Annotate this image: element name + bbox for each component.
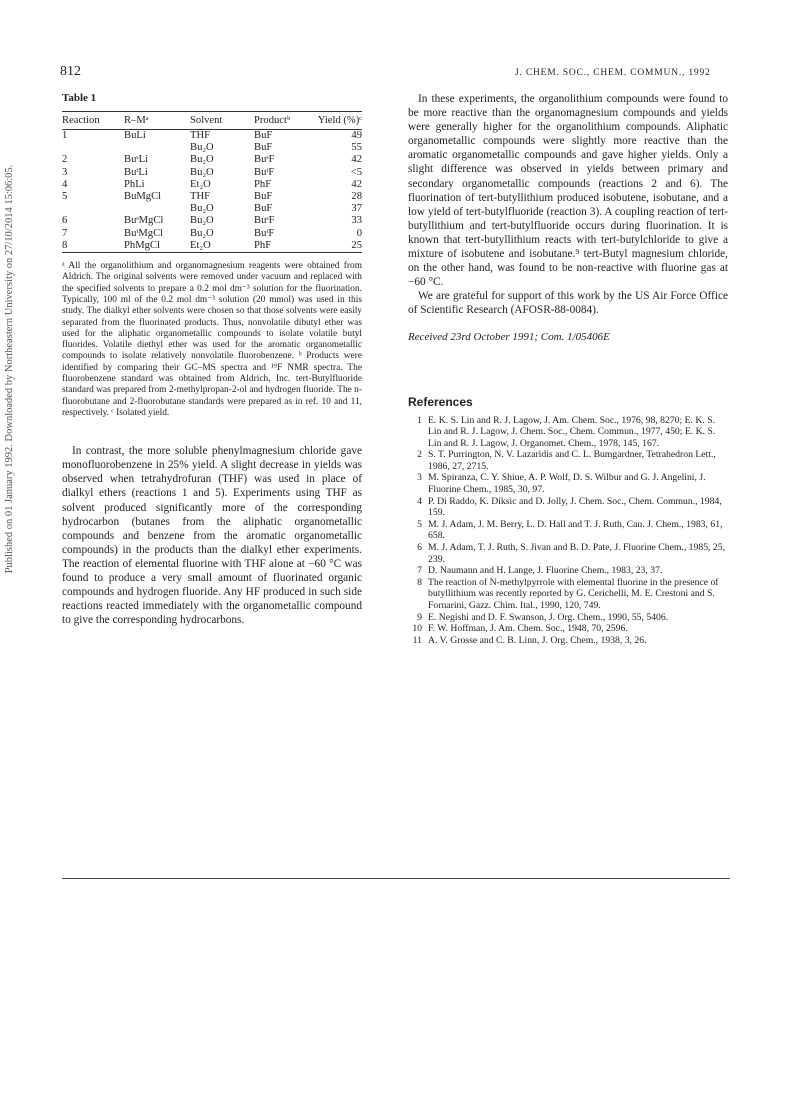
right-body-text (408, 92, 728, 318)
table-cell: BuᵗMgCl (124, 227, 164, 239)
reference-number: 1 (417, 414, 422, 426)
references-heading: References (408, 394, 473, 409)
table-cell: BuˢMgCl (124, 215, 164, 227)
table-row (62, 215, 362, 227)
table-cell (124, 142, 190, 154)
reference-item (408, 449, 728, 472)
reference-item (408, 542, 728, 565)
table-cell (124, 203, 190, 215)
table-row (62, 179, 362, 191)
table-row (62, 203, 362, 215)
table-cell: Bu₂O (190, 166, 214, 178)
table-cell (62, 203, 124, 215)
reference-item (408, 496, 728, 519)
reference-number: 4 (417, 495, 422, 507)
paragraph: In contrast, the more soluble phenylmagnesium chloride gave monofluorobenzene in 25% yield. A slight decrease in yields was observed when tetrahydrofuran (THF) was used in place of dialkyl ethers (reactions 1 and 5). Experiments using THF as solvent produced significantly more of the corresponding hydrocarbon (butanes from the aliphatic organometallic compounds and benzene from the aromatic organometallic compounds) in the products than the dialkyl ether experiments. The reaction of elemental fluorine with THF alone at −60 °C was found to produce a very small amount of fluorinated organic compounds and hydrogen fluoride. Any HF produced in such side reactions reacted immediately with the organometallic compound to give the corresponding hydrocarbons. (62, 445, 362, 627)
reference-text: The reaction of N-methylpyrrole with elemental fluorine in the presence of butyllithium was recently reported by G. Cerichelli, M. E. Crestoni and S. Fornarini, Gazz. Chim. Ital., 1990, 120, 749. (428, 576, 719, 611)
table-cell: 33 (351, 215, 362, 227)
left-body-text (62, 444, 362, 627)
reference-text: E. K. S. Lin and R. J. Lagow, J. Am. Chem. Soc., 1976, 98, 8270; E. K. S. Lin and R. J. Lagow, J. Chem. Soc., Chem. Commun., 1977, 450; E. K. S. Lin and R. J. Lagow, J. Organomet. Chem., 1978, 145, 167. (428, 414, 716, 449)
reference-text: S. T. Purrington, N. V. Lazaridis and C. L. Bumgardner, Tetrahedron Lett., 1986, 27, 2715. (428, 449, 716, 472)
table-cell: 6 (62, 215, 68, 227)
table-cell: BuLi (124, 130, 146, 141)
table-cell: Bu₂O (190, 203, 214, 215)
table-cell: BuF (254, 203, 273, 215)
table-cell: <5 (350, 166, 362, 178)
left-column (62, 92, 362, 627)
table-title: Table 1 (62, 92, 97, 104)
table-cell: Et₂O (190, 178, 211, 190)
table-cell: PhF (254, 239, 272, 251)
reference-text: F. W. Hoffman, J. Am. Chem. Soc., 1948, 70, 2596. (428, 623, 628, 635)
results-table (62, 111, 362, 253)
header-product: Productᵇ (254, 115, 291, 126)
reference-text: M. J. Adam, T. J. Ruth, S. Jivan and B. D. Pate, J. Fluorine Chem., 1985, 25, 239. (428, 542, 725, 565)
page-number: 812 (60, 64, 81, 79)
reference-item (408, 472, 728, 495)
table-cell: BuᵗLi (124, 166, 148, 178)
table-cell: 2 (62, 154, 68, 166)
table-cell: 28 (351, 191, 362, 203)
reference-item (408, 623, 728, 635)
table-cell: BuˢLi (124, 154, 149, 166)
table-cell: 1 (62, 130, 68, 141)
reference-number: 11 (412, 634, 422, 646)
download-watermark: Published on 01 January 1992. Downloaded by Northeastern University on 27/10/2014 15:06:05. (4, 164, 15, 574)
table-row (62, 191, 362, 203)
table-cell: PhLi (124, 178, 145, 190)
table-cell (62, 142, 124, 154)
table-cell: 37 (351, 203, 362, 215)
table-cell: Bu₂O (190, 227, 214, 239)
table-cell: BuF (254, 191, 273, 203)
paragraph: In these experiments, the organolithium compounds were found to be more reactive than the organomagnesium compounds and yields were generally higher for the organolithium compounds. Aliphatic organometallic compounds were slightly more reactive than the aromatic organometallic compounds and gave higher yields. Only a slight difference was observed in yields between primary and secondary organometallic compounds (reactions 2 and 6). The fluorination of tert-butyllithium produced isobutene, isobutane, and a low yield of tert-butylfluoride (reaction 3). A coupling reaction of tert-butyllithium and tert-butylfluoride occurs during fluorination. It is known that tert-butyllithium reacts with tert-butylchloride to give a mixture of isobutene and isobutane.⁹ tert-Butyl magnesium chloride, on the other hand, was found to be non-reactive with fluorine gas at −60 °C. (408, 93, 728, 289)
table-cell: 42 (351, 154, 362, 166)
bottom-rule (62, 878, 730, 879)
header-solvent: Solvent (190, 115, 223, 126)
received-line: Received 23rd October 1991; Com. 1/05406E (408, 330, 610, 343)
table-cell: 0 (356, 227, 362, 239)
journal-header: J. CHEM. SOC., CHEM. COMMUN., 1992 (515, 68, 711, 78)
table-header-row (62, 112, 362, 130)
reference-text: M. Spiranza, C. Y. Shiue, A. P. Wolf, D. S. Wilbur and G. J. Angelini, J. Fluorine Chem., 1985, 30, 97. (428, 472, 706, 496)
reference-number: 6 (417, 542, 422, 554)
table-footnote: ᵃ All the organolithium and organomagnesium reagents were obtained from Aldrich. The original solvents were removed under vacuum and replaced with the specified solvents to prepare a 0.2 mol dm⁻³ solution for the fluorination. Typically, 100 ml of the 0.2 mol dm⁻³ solution (20 mmol) was used in this study. The dialkyl ether solvents were chosen so that those solvents were easily separated from the fluorinated products. Thus, nonvolatile dibutyl ether was used for the aliphatic organometallic compounds to isolate volatile butyl fluorides. Volatile diethyl ether was used for the aromatic organometallic compounds to isolate relatively nonvolatile fluorobenzene. ᵇ Products were identified by comparing their GC–MS spectra and ¹⁹F NMR spectra. The fluorobenzene standard was obtained from Aldrich, Inc. tert-Butylfluoride standard was prepared from 2-methylpropan-2-ol and hydrogen fluoride. The n-fluorobutane and 2-fluorobutane standards were prepared as in ref. 10 and 11, respectively. ᶜ Isolated yield. (62, 261, 362, 418)
reference-item (408, 415, 728, 450)
reference-number: 3 (417, 472, 422, 484)
table-cell: 55 (351, 142, 362, 154)
table-cell: BuˢF (254, 154, 275, 166)
table-row (62, 228, 362, 240)
table-cell: 4 (62, 178, 68, 190)
header-yield: Yield (%)ᶜ (317, 115, 362, 126)
table-row (62, 130, 362, 143)
acknowledgement: We are grateful for support of this work by the US Air Force Office of Scientific Research (AFOSR-88-0084). (408, 290, 728, 317)
reference-number: 5 (417, 518, 422, 530)
reference-item (408, 519, 728, 542)
table-row (62, 154, 362, 166)
table-cell: BuᵗF (254, 166, 275, 178)
reference-item (408, 565, 728, 577)
table-cell: 8 (62, 239, 68, 251)
table-cell: BuMgCl (124, 191, 162, 203)
table-cell: BuᵗF (254, 227, 275, 239)
table-cell: 5 (62, 191, 68, 203)
table-cell: BuF (254, 130, 273, 141)
table-cell: BuF (254, 142, 273, 154)
reference-number: 8 (417, 576, 422, 588)
table-cell: 49 (351, 130, 362, 141)
header-reaction: Reaction (62, 115, 100, 126)
reference-text: M. J. Adam, J. M. Berry, L. D. Hall and T. J. Ruth, Can. J. Chem., 1983, 61, 658. (428, 518, 723, 542)
table-cell: 42 (351, 178, 362, 190)
reference-text: P. Di Raddo, K. Diksic and D. Jolly, J. Chem. Soc., Chem. Commun., 1984, 159. (428, 495, 722, 519)
table-cell: BuˢF (254, 215, 275, 227)
reference-text: A. V. Grosse and C. B. Linn, J. Org. Chem., 1938, 3, 26. (428, 634, 647, 646)
table-cell: THF (190, 130, 211, 141)
table-cell: 3 (62, 166, 68, 178)
table-cell: PhF (254, 178, 272, 190)
table-cell: Bu₂O (190, 215, 214, 227)
reference-text: E. Negishi and D. F. Swanson, J. Org. Chem., 1990, 55, 5406. (428, 611, 669, 623)
table-cell: Bu₂O (190, 142, 214, 154)
table-cell: 7 (62, 227, 68, 239)
reference-number: 2 (417, 449, 422, 461)
table-cell: PhMgCl (124, 239, 160, 251)
table-cell: Bu₂O (190, 154, 214, 166)
reference-number: 7 (417, 565, 422, 577)
references-list (408, 415, 728, 647)
reference-item (408, 577, 728, 612)
table-cell: 25 (351, 239, 362, 251)
table-row (62, 167, 362, 179)
reference-item (408, 612, 728, 624)
right-column (408, 92, 728, 646)
header-rm: R–Mᵃ (124, 115, 149, 126)
table-body (62, 130, 362, 253)
reference-number: 9 (417, 611, 422, 623)
reference-number: 10 (412, 623, 422, 635)
table-row (62, 142, 362, 154)
table-cell: Et₂O (190, 239, 211, 251)
reference-item (408, 635, 728, 647)
reference-text: D. Naumann and H. Lange, J. Fluorine Chem., 1983, 23, 37. (428, 565, 663, 577)
table-row (62, 240, 362, 253)
table-cell: THF (190, 191, 211, 203)
